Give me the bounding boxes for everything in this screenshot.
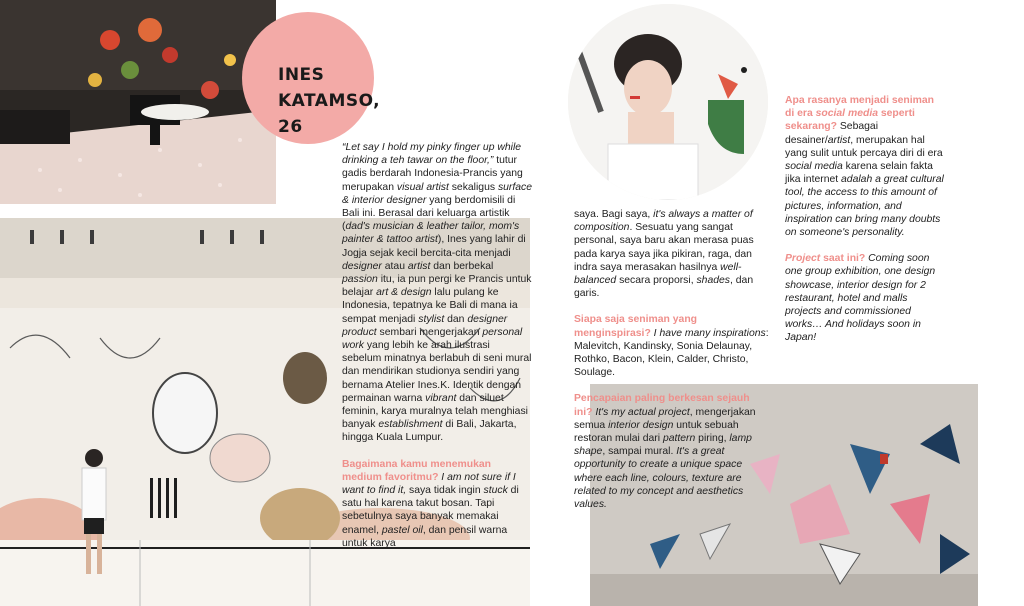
text-run: Sebagai desainer/ [785, 121, 879, 146]
text-run: . Sesuatu yang sangat personal, saya baru akan merasa puas pada karya saya jika pikiran, raga, dan indra saya merasakan hasilnya [574, 222, 754, 273]
portrait-photo [568, 4, 768, 200]
question-project [785, 252, 945, 344]
text-run: It's my actual project [592, 406, 690, 418]
intro-paragraph [342, 141, 532, 445]
text-run: : Malevitch, Kandinsky, Sonia Delaunay, Rothko, Bacon, Klein, Calder, Christo, Soulage. [574, 327, 769, 379]
installation-photo [0, 0, 276, 204]
artist-name [278, 62, 380, 140]
opening-quote: “Let say I hold my pinky finger up while drinking a teh tawar on the floor,” [342, 142, 522, 167]
text-run: saya. Bagi saya, [574, 209, 654, 220]
text-run: , dan pensil warna untuk karya [342, 524, 508, 549]
spacer [574, 379, 770, 392]
article-column-1 [342, 141, 532, 550]
spacer [574, 300, 770, 313]
text-run: atau [381, 260, 408, 272]
text-run: secara proporsi, [616, 275, 697, 287]
text-run: sekaligus [448, 181, 498, 193]
text-run: dad's musician & leather tailor, mom's painter & tattoo artist [342, 221, 520, 246]
text-run: establishment [378, 419, 443, 431]
text-run: designer product [342, 313, 508, 338]
text-run: pattern [662, 433, 696, 445]
text-run: piring, [695, 433, 730, 445]
text-run: stylist [418, 313, 445, 325]
text-run: social media [785, 161, 843, 173]
text-run: artist [407, 260, 431, 272]
text-run: lalu pulang ke Indonesia, tepatnya ke Bali di mana ia sempat menjadi [342, 287, 518, 325]
text-run: dan [444, 313, 468, 325]
text-run: , dan garis. [574, 275, 754, 300]
text-run: tutur gadis berdarah Indonesia-Prancis yang merupakan [342, 155, 523, 193]
text-run: ), Ines yang lahir di Jogja sejak kecil bercita-cita menjadi [342, 234, 526, 259]
text-run: It's a great opportunity to create a unique space where each line, colours, texture are related to my concept and aesthetics values. [574, 446, 744, 511]
text-run: artist [827, 134, 851, 146]
text-run: karena selain fakta jika internet [785, 161, 933, 186]
name-line-3: 26 [278, 117, 303, 137]
text-run: I have many inspirations [650, 327, 766, 339]
name-line-1: INES [278, 65, 325, 85]
text-run: shades [696, 275, 730, 287]
text-run: dan siluet feminin, karya muralnya telah menghiasi banyak [342, 392, 528, 431]
text-run: di satu hal karena takut bosan. Tapi sebetulnya saya banyak memakai enamel, [342, 485, 519, 536]
text-run: sembari mengerjakan [376, 326, 483, 338]
text-run: , merupakan hal yang sulit untuk percaya diri di era [785, 134, 943, 159]
text-run: lamp shape [574, 433, 752, 458]
name-line-2: KATAMSO, [278, 91, 381, 111]
text-run: I am not sure if I want to find it, [342, 471, 516, 497]
portrait-illustration [568, 4, 768, 200]
text-run: seperti sekarang? [785, 108, 915, 133]
text-run: yang lebih ke arah ilustrasi sebelum minatnya berlabuh di seni mural dan mendirikan studionya sendiri yang bernama Atelier Ines.K. Identik dengan permainan warna [342, 340, 532, 404]
text-run: interior design [608, 419, 674, 431]
continued-paragraph [574, 208, 770, 300]
text-run: adalah a great cultural tool, the access to this amount of pictures, information, and inspiration can bring many doubts on someone's personality. [785, 174, 944, 239]
text-run: Coming soon one group exhibition, one design showcase, interior design for 2 restaurant, hotel and malls projects and commissioned works… And holidays soon in Japan! [785, 253, 936, 344]
text-run: di Bali, Jakarta, hingga Kuala Lumpur. [342, 419, 517, 444]
article-column-2 [574, 208, 770, 511]
text-run: itu, ia pun pergi ke Prancis untuk belajar [342, 274, 532, 299]
text-run: surface & interior designer [342, 181, 533, 206]
question-heading: Pencapaian paling berkesan sejauh ini? [574, 393, 750, 418]
text-run: , sampai mural. [602, 446, 677, 458]
text-run: dan berbekal [430, 260, 494, 272]
question-heading: Siapa saja seniman yang menginspirasi? [574, 314, 698, 339]
text-run: art & design [376, 287, 432, 299]
question-achievement [574, 392, 770, 511]
text-run: yang berdomisili di Bali ini. Berasal dari keluarga artistik ( [342, 194, 516, 233]
spacer [785, 239, 945, 252]
text-run: untuk sebuah restoran mulai dari [574, 419, 739, 445]
text-run: pastel oil [381, 524, 423, 536]
text-run: designer [342, 260, 382, 272]
article-column-3 [785, 94, 945, 345]
question-social-media [785, 94, 945, 239]
text-run: social media [815, 108, 878, 120]
spacer [342, 445, 532, 458]
question-heading [785, 253, 865, 264]
text-run: personal work [342, 326, 523, 352]
text-run: Project [785, 253, 821, 265]
installation-illustration [0, 0, 276, 204]
text-run: Apa rasanya menjadi seniman di era [785, 95, 934, 120]
text-run: , mengerjakan semua [574, 406, 756, 431]
text-run: saat ini? [820, 253, 866, 265]
text-run: passion [342, 274, 378, 286]
text-run: vibrant [425, 392, 457, 404]
text-run: saya tidak ingin [406, 485, 484, 497]
text-run: stuck [483, 485, 508, 497]
question-heading: Bagaimana kamu menemukan medium favoritmu? [342, 458, 491, 483]
question-medium [342, 458, 532, 550]
question-inspiration [574, 313, 770, 379]
text-run: it's always a matter of composition [574, 209, 753, 234]
text-run: well-balanced [574, 261, 742, 287]
text-run: visual artist [396, 181, 449, 193]
